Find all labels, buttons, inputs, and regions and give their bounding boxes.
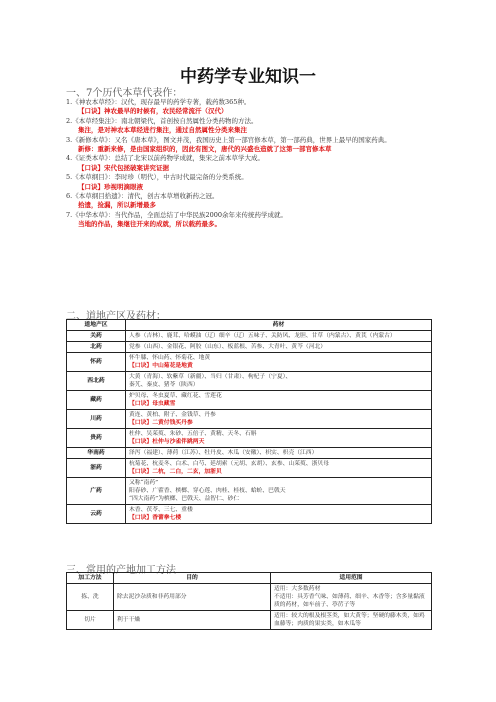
page-title: 中药学专业知识一 xyxy=(180,67,316,87)
herb-line: 大黄（青海）、软紫草（新疆）、当归（甘肃）、枸杞子（宁夏）、 xyxy=(129,374,292,380)
herb-line: 炉贝母、冬虫夏草、藏红花、雪莲花 xyxy=(129,393,222,399)
scope-line: 适用：较大的根及根茎类，如大黄等；坚硬的藤木类，如鸡血藤等；肉质的果实类，如木瓜等 xyxy=(274,613,425,627)
region-table-header xyxy=(67,320,432,331)
method-scope xyxy=(271,584,432,611)
scope-line: 不适用：具芳香气味、如薄荷、细辛、木香等；含多量黏液质的药材，如车前子、葶苈子等 xyxy=(274,594,425,608)
region-name: 贵药 xyxy=(67,429,126,448)
region-herbs xyxy=(126,505,432,524)
header-scope: 适用范围 xyxy=(271,573,432,584)
section-heading-1: 一、7个历代本草代表作： xyxy=(66,88,183,99)
mnemonic-line: 新修：重新来修，是由国家组织的，因此有图文，唐代的兴盛也造就了这第一部官修本草 xyxy=(78,145,332,154)
region-row xyxy=(67,478,432,505)
classic-entry: 3.《新修本草》：又名《唐本草》，图文并茂，我国历史上第一部官修本草，第一部药典，世界上最早的国家药典。 xyxy=(66,135,391,144)
classic-entry: 6.《本草纲目拾遗》：清代，创古本草增收新药之冠。 xyxy=(66,192,219,201)
header-purpose: 目的 xyxy=(114,573,271,584)
region-name: 华南药 xyxy=(67,448,126,459)
scope-line: 适用：大多数药材 xyxy=(274,586,321,592)
mnemonic-line: 拾遗，捡漏，所以新增最多 xyxy=(78,201,156,210)
classic-entry: 2.《本草经集注》：南北朝梁代，首创按自然属性分类药物的方法。 xyxy=(66,116,258,125)
region-name: 关药 xyxy=(67,331,126,342)
region-herbs xyxy=(126,478,432,505)
herb-line: 杭菊花、杭麦冬、白术、白芍、延胡索（元胡、玄胡）、玄参、山茱萸、浙贝母 xyxy=(129,461,329,467)
method-purpose: 除去泥沙杂质和非药用部分 xyxy=(114,584,271,611)
region-herbs xyxy=(126,459,432,478)
region-name: 西北药 xyxy=(67,372,126,391)
method-table xyxy=(66,572,432,630)
region-herbs xyxy=(126,410,432,429)
region-name: 怀药 xyxy=(67,353,126,372)
classic-entry: 7.《中华本草》：当代作品，全面总结了中华民族2000余年来传统药学成就。 xyxy=(66,210,287,219)
region-row xyxy=(67,410,432,429)
header-herbs: 药材 xyxy=(126,320,432,331)
herb-line: 党参（山西）、金银花、阿胶（山东）、板蓝根、苦参、大青叶、黄芩（河北） xyxy=(129,344,327,350)
region-herbs xyxy=(126,353,432,372)
region-row xyxy=(67,342,432,353)
region-row xyxy=(67,353,432,372)
region-mnemonic: 【口诀】二杭，二白，二玄，加浙贝 xyxy=(129,469,222,475)
classic-entry: 5.《本草纲目》：李时珍（明代），中古时代最完备的分类系统。 xyxy=(66,173,248,182)
mnemonic-line: 【口诀】神农最早的时候有，农民经常流汗（汉代） xyxy=(78,107,228,116)
region-mnemonic: 【口诀】母虫藏雪 xyxy=(129,401,176,407)
region-name: 浙药 xyxy=(67,459,126,478)
method-purpose: 利于干燥 xyxy=(114,611,271,630)
method-table-header xyxy=(67,573,432,584)
region-mnemonic: 【口诀】杜仲与沙雀伴跳两天 xyxy=(129,439,205,445)
region-row xyxy=(67,505,432,524)
section-heading-2: 二、道地产区及药材： xyxy=(66,311,166,322)
region-name: 广药 xyxy=(67,478,126,505)
region-row xyxy=(67,391,432,410)
region-herbs xyxy=(126,331,432,342)
herb-line: “四大南药”为槟榔、巴戟天、益智仁、砂仁 xyxy=(129,496,240,502)
classic-entry: 1.《神农本草经》：汉代，现存最早的药学专著，载药数365种。 xyxy=(66,98,251,106)
region-row xyxy=(67,448,432,459)
mnemonic-line: 当地的作品，集继往开来的成就，所以载药最多。 xyxy=(78,220,221,229)
method-row xyxy=(67,584,432,611)
header-region: 道地产区 xyxy=(67,320,126,331)
region-row xyxy=(67,331,432,342)
region-row xyxy=(67,459,432,478)
herb-line: 木香、茯苓、三七、重楼 xyxy=(129,507,193,513)
region-name: 云药 xyxy=(67,505,126,524)
region-name: 川药 xyxy=(67,410,126,429)
method-scope xyxy=(271,611,432,630)
region-mnemonic: 【口诀】二黄付钱买丹参 xyxy=(129,420,193,426)
region-herbs xyxy=(126,391,432,410)
herb-line: 怀牛膝、怀山药、怀菊花、地黄 xyxy=(129,355,211,361)
mnemonic-line: 【口诀】珍视明滴眼液 xyxy=(78,182,143,191)
method-name: 切片 xyxy=(67,611,114,630)
region-mnemonic: 【口诀】香蕾拳七楼 xyxy=(129,515,182,521)
method-name: 拣、洗 xyxy=(67,584,114,611)
section-heading-3: 三、常用的产地加工方法 xyxy=(66,565,176,576)
herbal-classics-list xyxy=(66,98,436,230)
region-herbs xyxy=(126,342,432,353)
herb-line: 泽泻（福建）、薄荷（江苏）、牡丹皮、木瓜（安徽）、枳实、枳壳（江西） xyxy=(129,450,318,456)
method-row xyxy=(67,611,432,630)
region-table xyxy=(66,319,432,524)
classic-entry: 4.《证类本草》：总结了北宋以前药物学成就，集宋之前本草学大成。 xyxy=(66,154,264,163)
region-row xyxy=(67,429,432,448)
herb-line: 黄连、黄柏、附子、金钱草、丹参 xyxy=(129,412,216,418)
herb-line: 秦艽、秦皮、猪苓（陕西） xyxy=(129,382,199,388)
region-herbs xyxy=(126,372,432,391)
herb-line: 人参（吉林）、鹿茸、哈蟆油（辽）细辛（辽）五味子、关防风、龙胆、甘草（内蒙古）、黄芪（内蒙古） xyxy=(129,333,396,339)
mnemonic-line: 集注，是对神农本草经进行集注，通过自然属性分类来集注 xyxy=(78,126,247,135)
region-name: 北药 xyxy=(67,342,126,353)
region-herbs xyxy=(126,448,432,459)
herb-line: 杜仲、吴茱萸、朱砂、五倍子、黄精、天冬、石斛 xyxy=(129,431,257,437)
herb-line: 阳春砂、广藿香、槟榔、穿心莲、肉桂、桂枝、蛤蚧、巴戟天 xyxy=(129,488,286,494)
region-name: 藏药 xyxy=(67,391,126,410)
region-mnemonic: 【口诀】中山菊花是地黄 xyxy=(129,363,193,369)
mnemonic-line: 【口诀】宋代包拯破案讲究证据 xyxy=(78,163,169,172)
region-herbs xyxy=(126,429,432,448)
region-row xyxy=(67,372,432,391)
header-method: 加工方法 xyxy=(67,573,114,584)
herb-line: 又称“南药” xyxy=(129,480,159,486)
